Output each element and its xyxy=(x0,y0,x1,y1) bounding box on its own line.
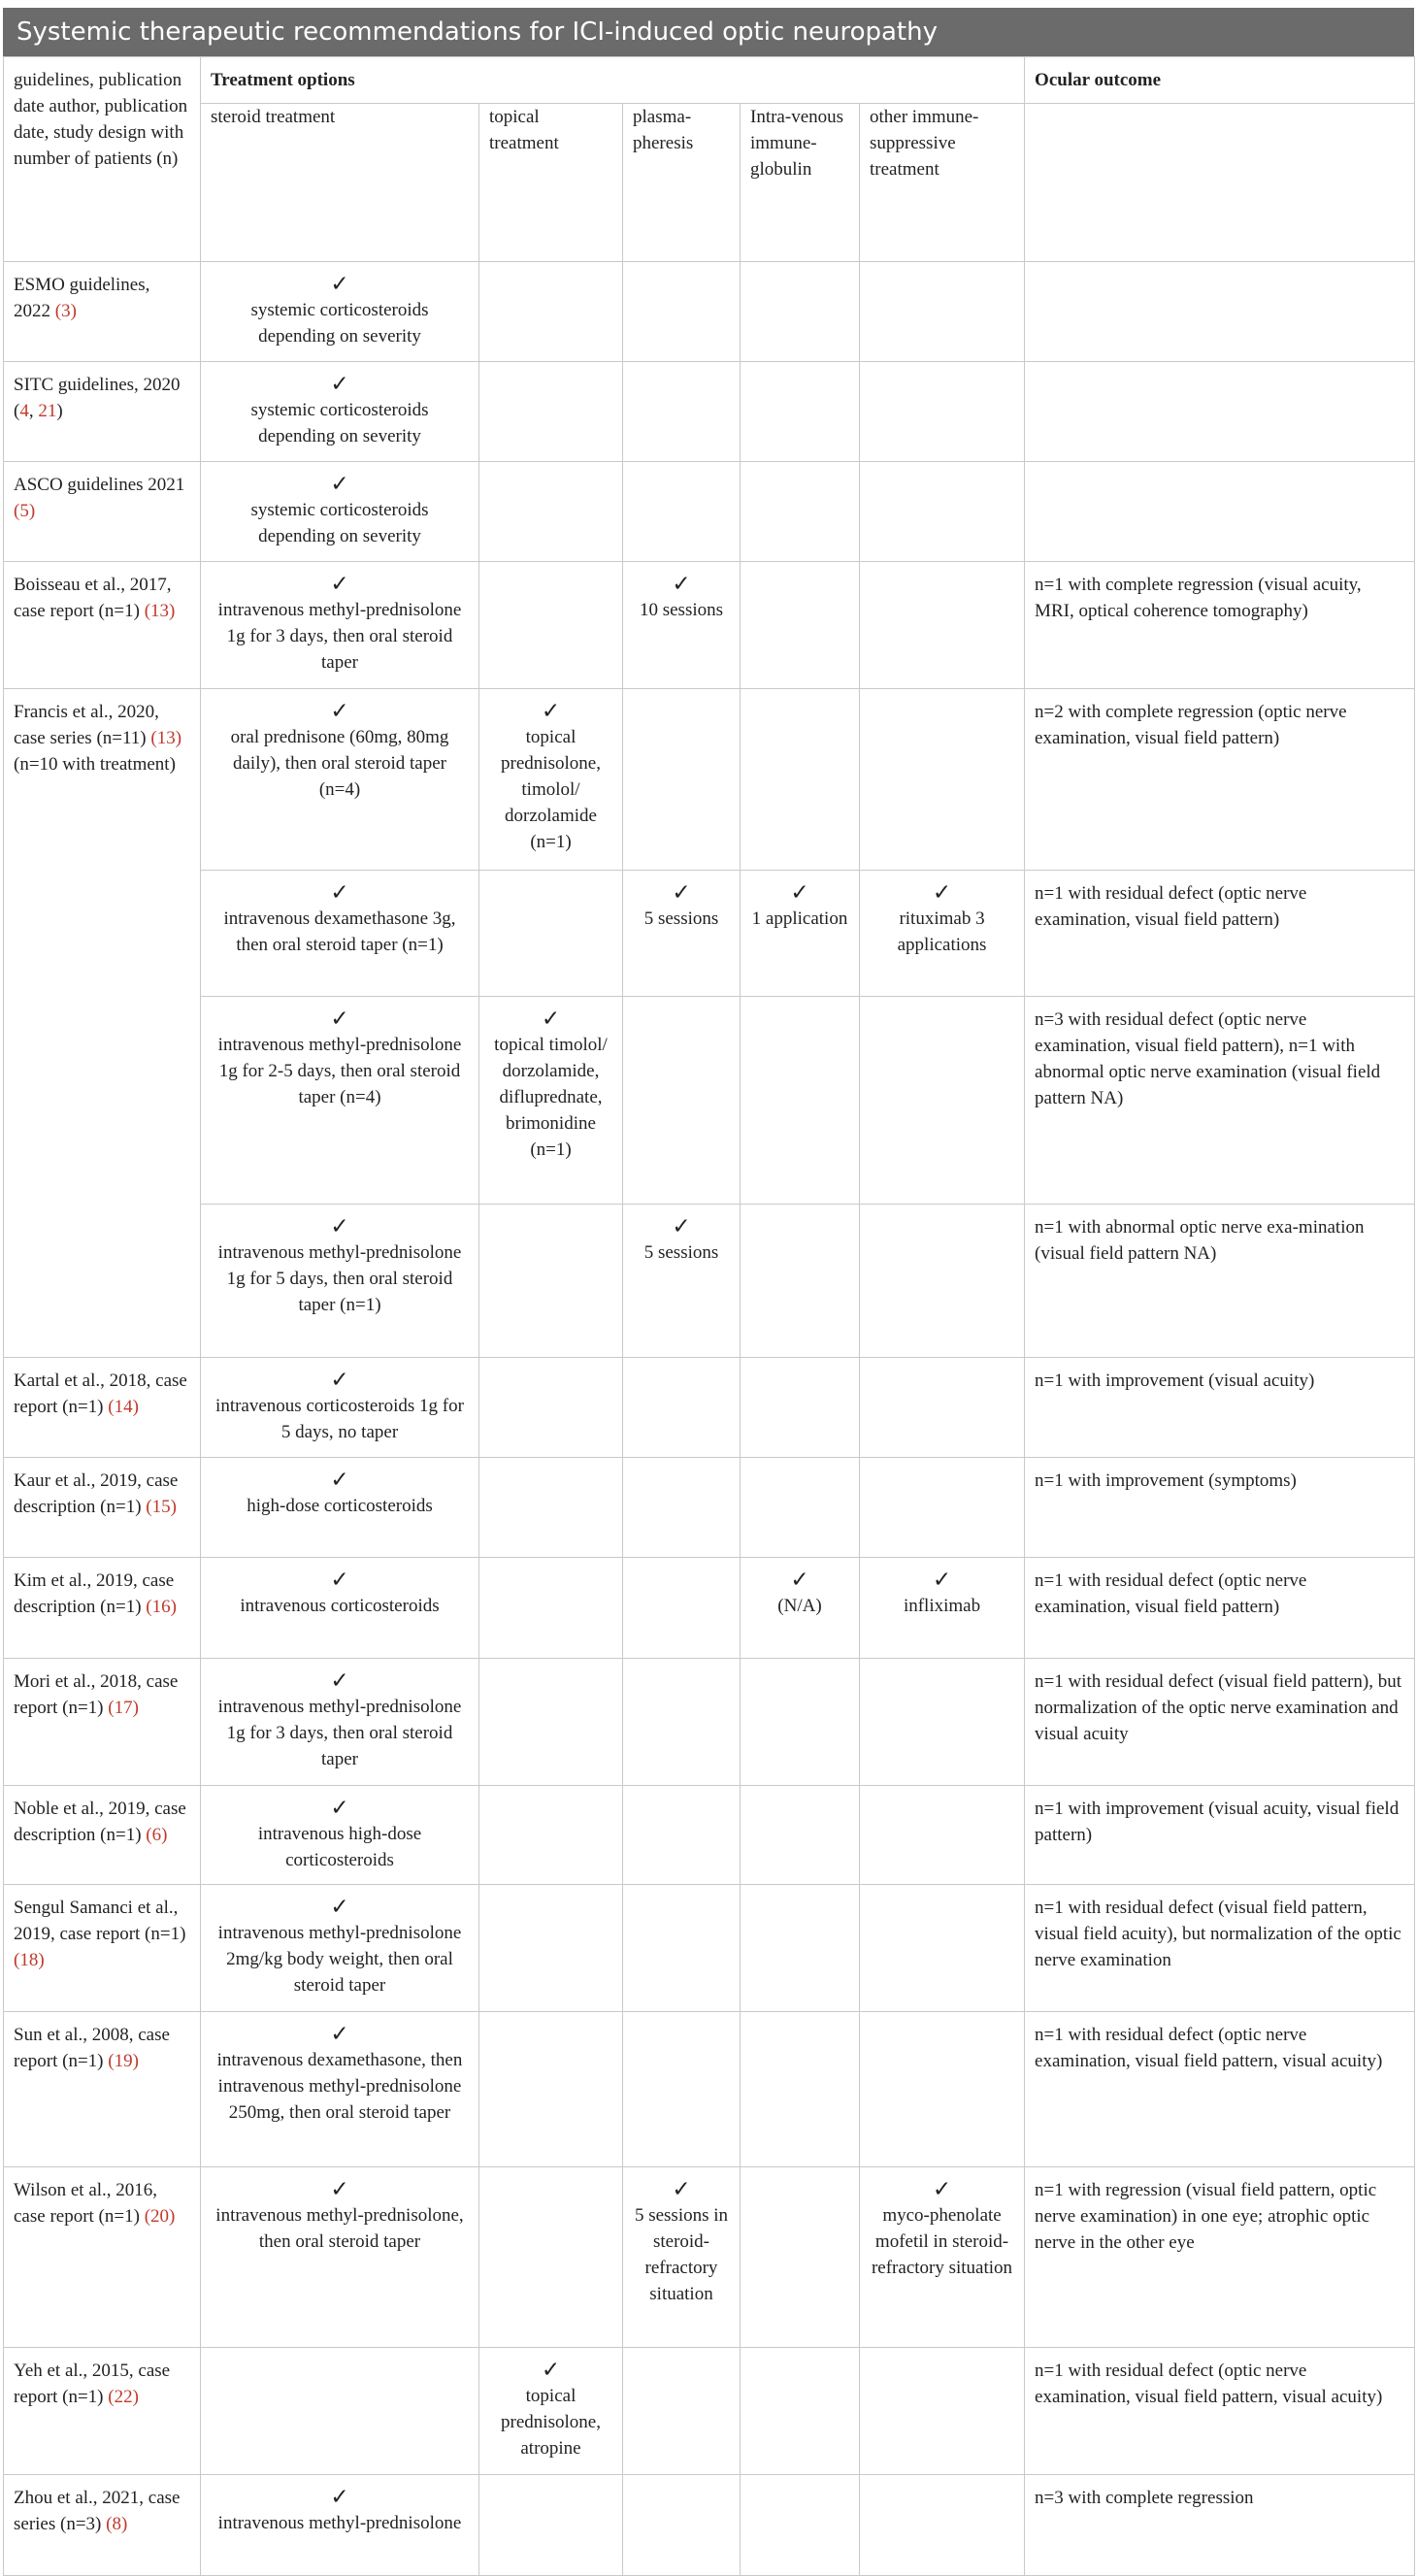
empty-cell xyxy=(1025,462,1415,562)
cell-text: , xyxy=(28,401,39,421)
cell-text: n=1 with residual defect (optic nerve examination, visual field pattern, visual acuity) xyxy=(1035,2025,1383,2071)
empty-cell xyxy=(860,262,1025,362)
cell-text: intravenous corticosteroids 1g for 5 days, no taper xyxy=(215,1396,464,1442)
empty-cell xyxy=(741,1885,860,2012)
cell-text: Kim et al., 2019, case description (n=1) xyxy=(14,1570,175,1617)
cell-text: intravenous dexamethasone 3g, then oral steroid taper (n=1) xyxy=(223,908,456,955)
cell-text: intravenous high-dose corticosteroids xyxy=(257,1824,422,1870)
cell-text: other immune-suppressive treatment xyxy=(870,107,979,180)
recommendations-table xyxy=(3,56,1415,2576)
cell-text: (14) xyxy=(108,1397,139,1417)
steroid-cell xyxy=(201,1786,479,1885)
cell-text: intravenous methyl-prednisolone xyxy=(217,2513,462,2533)
empty-cell xyxy=(479,1358,623,1458)
cell-text: (17) xyxy=(108,1698,139,1718)
study-cell xyxy=(4,1558,201,1659)
check-icon: ✓ xyxy=(330,1895,349,1920)
check-icon: ✓ xyxy=(330,1796,349,1821)
other-immunosuppressive-cell xyxy=(860,2167,1025,2348)
outcome-cell xyxy=(1025,997,1415,1205)
empty-cell xyxy=(860,997,1025,1205)
empty-cell xyxy=(741,2012,860,2167)
cell-text: topical timolol/ dorzolamide, difluprednate, brimonidine (n=1) xyxy=(494,1035,608,1160)
steroid-cell xyxy=(201,2012,479,2167)
study-cell xyxy=(4,1659,201,1786)
cell-text: infliximab xyxy=(903,1596,981,1616)
cell-text: systemic corticosteroids depending on severity xyxy=(250,500,429,546)
empty-cell xyxy=(741,1205,860,1358)
treatment-options-header xyxy=(201,57,1025,104)
cell-text: Noble et al., 2019, case description (n=1) xyxy=(14,1799,186,1845)
table-row xyxy=(4,871,1415,997)
table-row xyxy=(4,1659,1415,1786)
empty-cell xyxy=(741,2348,860,2475)
empty-cell xyxy=(623,1786,741,1885)
empty-cell xyxy=(860,1358,1025,1458)
table-row xyxy=(4,262,1415,362)
check-icon: ✓ xyxy=(330,2177,349,2202)
ivig-cell xyxy=(741,1558,860,1659)
plasmapheresis-header xyxy=(623,104,741,262)
study-cell xyxy=(4,689,201,1358)
study-cell xyxy=(4,2167,201,2348)
empty-cell xyxy=(623,262,741,362)
empty-cell xyxy=(623,689,741,871)
table-row xyxy=(4,997,1415,1205)
cell-text: n=1 with abnormal optic nerve exa-mination (visual field pattern NA) xyxy=(1035,1217,1365,1264)
cell-text: rituximab 3 applications xyxy=(897,908,987,955)
table-title xyxy=(3,8,1414,56)
cell-text: intravenous methyl-prednisolone 1g for 5 days, then oral steroid taper (n=1) xyxy=(217,1242,462,1315)
plasmapheresis-cell xyxy=(623,562,741,689)
cell-text: n=3 with residual defect (optic nerve examination, visual field pattern), n=1 with abnormal optic nerve examination (visual field pattern NA) xyxy=(1035,1009,1381,1108)
outcome-header-blank xyxy=(1025,104,1415,262)
cell-text: Intra-venous immune-globulin xyxy=(750,107,844,180)
check-icon: ✓ xyxy=(541,1007,561,1032)
cell-text: n=1 with complete regression (visual acuity, MRI, optical coherence tomography) xyxy=(1035,575,1362,621)
table-row xyxy=(4,1786,1415,1885)
cell-text: (8) xyxy=(106,2514,128,2534)
topical-treatment-header xyxy=(479,104,623,262)
check-icon: ✓ xyxy=(330,699,349,724)
outcome-cell xyxy=(1025,1558,1415,1659)
check-icon: ✓ xyxy=(330,1468,349,1493)
outcome-cell xyxy=(1025,1458,1415,1558)
steroid-cell xyxy=(201,2475,479,2576)
cell-text: intravenous methyl-prednisolone, then oral steroid taper xyxy=(215,2205,464,2252)
cell-text: Kartal et al., 2018, case report (n=1) xyxy=(14,1371,187,1417)
plasmapheresis-cell xyxy=(623,2167,741,2348)
check-icon: ✓ xyxy=(330,1007,349,1032)
cell-text: 1 application xyxy=(751,908,848,929)
check-icon: ✓ xyxy=(330,2485,349,2510)
check-icon: ✓ xyxy=(330,1668,349,1694)
empty-cell xyxy=(860,1786,1025,1885)
cell-text: Francis et al., 2020, case series (n=11) xyxy=(14,702,159,748)
check-icon: ✓ xyxy=(330,1568,349,1593)
cell-text: topical treatment xyxy=(489,107,559,153)
empty-cell xyxy=(623,1659,741,1786)
study-cell xyxy=(4,1786,201,1885)
cell-text: Sengul Samanci et al., 2019, case report (n=1) xyxy=(14,1898,186,1944)
cell-text: ASCO guidelines 2021 xyxy=(14,475,185,495)
outcome-cell xyxy=(1025,2475,1415,2576)
empty-cell xyxy=(741,1458,860,1558)
steroid-cell xyxy=(201,1659,479,1786)
empty-cell xyxy=(860,689,1025,871)
empty-cell xyxy=(860,362,1025,462)
table-row xyxy=(4,1358,1415,1458)
empty-cell xyxy=(741,2167,860,2348)
check-icon: ✓ xyxy=(932,2177,952,2202)
subheader-row xyxy=(4,104,1415,262)
check-icon: ✓ xyxy=(672,880,691,906)
cell-text: (N/A) xyxy=(777,1596,822,1616)
empty-cell xyxy=(623,2475,741,2576)
steroid-cell xyxy=(201,1358,479,1458)
cell-text: intravenous methyl-prednisolone 1g for 3 days, then oral steroid taper xyxy=(217,1697,462,1769)
study-cell xyxy=(4,562,201,689)
empty-cell xyxy=(479,2012,623,2167)
empty-cell xyxy=(623,362,741,462)
header-row xyxy=(4,57,1415,104)
plasmapheresis-cell xyxy=(623,1205,741,1358)
other-immunosuppressive-cell xyxy=(860,1558,1025,1659)
cell-text: n=1 with residual defect (optic nerve examination, visual field pattern, visual acuity) xyxy=(1035,2361,1383,2407)
cell-text: (16) xyxy=(146,1597,177,1617)
table-row xyxy=(4,2348,1415,2475)
cell-text: n=1 with residual defect (optic nerve examination, visual field pattern) xyxy=(1035,1570,1307,1617)
cell-text: (5) xyxy=(14,501,36,521)
cell-text: 5 sessions in steroid-refractory situation xyxy=(634,2205,729,2304)
ocular-outcome-header xyxy=(1025,57,1415,104)
empty-cell xyxy=(479,1659,623,1786)
check-icon: ✓ xyxy=(790,1568,809,1593)
cell-text: intravenous corticosteroids xyxy=(240,1596,440,1616)
cell-text: 5 sessions xyxy=(643,908,719,929)
cell-text: n=3 with complete regression xyxy=(1035,2488,1254,2508)
cell-text: n=1 with regression (visual field pattern, optic nerve examination) in one eye; atrophic optic nerve in the other eye xyxy=(1035,2180,1377,2253)
outcome-cell xyxy=(1025,562,1415,689)
check-icon: ✓ xyxy=(330,2022,349,2047)
study-cell xyxy=(4,1458,201,1558)
empty-cell xyxy=(860,1458,1025,1558)
empty-cell xyxy=(1025,262,1415,362)
cell-text: (3) xyxy=(54,301,77,321)
empty-cell xyxy=(741,462,860,562)
check-icon: ✓ xyxy=(541,699,561,724)
outcome-cell xyxy=(1025,1358,1415,1458)
ivig-cell xyxy=(741,871,860,997)
cell-text: (22) xyxy=(108,2387,139,2407)
check-icon: ✓ xyxy=(330,472,349,497)
table-row xyxy=(4,1558,1415,1659)
check-icon: ✓ xyxy=(330,272,349,297)
cell-text: (20) xyxy=(144,2206,176,2227)
empty-cell xyxy=(623,2012,741,2167)
steroid-cell xyxy=(201,562,479,689)
cell-text: Zhou et al., 2021, case series (n=3) xyxy=(14,2488,181,2534)
table-row xyxy=(4,689,1415,871)
check-icon: ✓ xyxy=(330,880,349,906)
outcome-cell xyxy=(1025,2167,1415,2348)
cell-text: (n=10 with treatment) xyxy=(14,754,176,775)
cell-text: (6) xyxy=(146,1825,168,1845)
cell-text: SITC guidelines, 2020 ( xyxy=(14,375,181,421)
cell-text: Kaur et al., 2019, case description (n=1) xyxy=(14,1470,179,1517)
steroid-cell xyxy=(201,1885,479,2012)
cell-text: n=2 with complete regression (optic nerve examination, visual field pattern) xyxy=(1035,702,1347,748)
cell-text: 4 xyxy=(19,401,29,421)
steroid-cell xyxy=(201,362,479,462)
check-icon: ✓ xyxy=(790,880,809,906)
empty-cell xyxy=(623,997,741,1205)
empty-cell xyxy=(860,462,1025,562)
empty-cell xyxy=(741,362,860,462)
cell-text: n=1 with residual defect (optic nerve examination, visual field pattern) xyxy=(1035,883,1307,930)
cell-text: Yeh et al., 2015, case report (n=1) xyxy=(14,2361,171,2407)
table-row xyxy=(4,2167,1415,2348)
cell-text: Boisseau et al., 2017, case report (n=1) xyxy=(14,575,172,621)
empty-cell xyxy=(479,462,623,562)
steroid-cell xyxy=(201,2167,479,2348)
outcome-cell xyxy=(1025,871,1415,997)
topical-cell xyxy=(479,689,623,871)
empty-cell xyxy=(479,362,623,462)
steroid-cell xyxy=(201,689,479,871)
cell-text: n=1 with improvement (symptoms) xyxy=(1035,1470,1297,1491)
outcome-cell xyxy=(1025,2012,1415,2167)
study-cell xyxy=(4,462,201,562)
check-icon: ✓ xyxy=(330,1368,349,1393)
cell-text: Wilson et al., 2016, case report (n=1) xyxy=(14,2180,158,2227)
cell-text: Sun et al., 2008, case report (n=1) xyxy=(14,2025,170,2071)
study-cell xyxy=(4,362,201,462)
cell-text: intravenous methyl-prednisolone 2mg/kg body weight, then oral steroid taper xyxy=(217,1923,462,1996)
cell-text: intravenous methyl-prednisolone 1g for 2-5 days, then oral steroid taper (n=4) xyxy=(217,1035,462,1107)
cell-text: n=1 with residual defect (visual field pattern), but normalization of the optic nerve examination and visual acuity xyxy=(1035,1671,1401,1744)
steroid-cell xyxy=(201,1458,479,1558)
empty-cell xyxy=(623,462,741,562)
cell-text: systemic corticosteroids depending on severity xyxy=(250,300,429,347)
table-row xyxy=(4,362,1415,462)
cell-text: systemic corticosteroids depending on severity xyxy=(250,400,429,446)
cell-text: topical prednisolone, timolol/ dorzolamide (n=1) xyxy=(501,727,601,852)
cell-text: 5 sessions xyxy=(643,1242,719,1263)
check-icon: ✓ xyxy=(330,1214,349,1239)
outcome-cell xyxy=(1025,1659,1415,1786)
other-immunosuppressive-header xyxy=(860,104,1025,262)
empty-cell xyxy=(860,1885,1025,2012)
outcome-cell xyxy=(1025,689,1415,871)
outcome-cell xyxy=(1025,1885,1415,2012)
cell-text: ) xyxy=(56,401,63,421)
study-cell xyxy=(4,2475,201,2576)
empty-cell xyxy=(741,562,860,689)
steroid-cell xyxy=(201,1558,479,1659)
outcome-cell xyxy=(1025,1786,1415,1885)
cell-text: plasma-pheresis xyxy=(633,107,694,153)
empty-cell xyxy=(479,262,623,362)
cell-text: 21 xyxy=(38,401,57,421)
empty-cell xyxy=(479,1558,623,1659)
cell-text: Mori et al., 2018, case report (n=1) xyxy=(14,1671,179,1718)
check-icon: ✓ xyxy=(672,1214,691,1239)
steroid-cell xyxy=(201,997,479,1205)
cell-text: n=1 with improvement (visual acuity, visual field pattern) xyxy=(1035,1799,1400,1845)
steroid-cell xyxy=(201,1205,479,1358)
study-cell xyxy=(4,262,201,362)
empty-cell xyxy=(479,562,623,689)
empty-cell xyxy=(741,1358,860,1458)
steroid-cell xyxy=(201,871,479,997)
empty-cell xyxy=(479,1786,623,1885)
cell-text: (13) xyxy=(150,728,182,748)
table-row xyxy=(4,2012,1415,2167)
table-row xyxy=(4,562,1415,689)
check-icon: ✓ xyxy=(672,572,691,597)
steroid-cell xyxy=(201,462,479,562)
steroid-cell xyxy=(201,262,479,362)
cell-text: myco-phenolate mofetil in steroid-refractory situation xyxy=(871,2205,1013,2278)
study-cell xyxy=(4,1358,201,1458)
empty-cell xyxy=(479,1885,623,2012)
empty-cell xyxy=(860,562,1025,689)
outcome-cell xyxy=(1025,2348,1415,2475)
cell-text: (19) xyxy=(108,2051,139,2071)
empty-cell xyxy=(479,871,623,997)
check-icon: ✓ xyxy=(541,2358,561,2383)
empty-cell xyxy=(479,1458,623,1558)
cell-text: ESMO guidelines, 2022 xyxy=(14,275,150,321)
empty-cell xyxy=(623,1458,741,1558)
check-icon: ✓ xyxy=(932,1568,952,1593)
table-title-text: Systemic therapeutic recommendations for ICI-induced optic neuropathy xyxy=(16,17,938,47)
cell-text: guidelines, publication date author, publication date, study design with number of patients (n) xyxy=(14,70,188,169)
cell-text: Ocular outcome xyxy=(1035,70,1162,90)
study-cell xyxy=(4,1885,201,2012)
empty-cell xyxy=(623,1885,741,2012)
table-row xyxy=(4,2475,1415,2576)
check-icon: ✓ xyxy=(330,572,349,597)
cell-text: oral prednisone (60mg, 80mg daily), then oral steroid taper (n=4) xyxy=(230,727,449,800)
empty-cell xyxy=(479,1205,623,1358)
empty-cell xyxy=(741,262,860,362)
check-icon: ✓ xyxy=(330,372,349,397)
cell-text: steroid treatment xyxy=(211,107,336,127)
topical-cell xyxy=(479,2348,623,2475)
study-cell xyxy=(4,2012,201,2167)
empty-cell xyxy=(623,2348,741,2475)
table-row xyxy=(4,1458,1415,1558)
cell-text: n=1 with residual defect (visual field pattern, visual field acuity), but normalization of the optic nerve examination xyxy=(1035,1898,1401,1970)
empty-cell xyxy=(741,689,860,871)
cell-text: (13) xyxy=(144,601,176,621)
cell-text: intravenous dexamethasone, then intravenous methyl-prednisolone 250mg, then oral steroid taper xyxy=(216,2050,463,2123)
cell-text: high-dose corticosteroids xyxy=(247,1496,433,1516)
empty-cell xyxy=(860,2012,1025,2167)
cell-text: Treatment options xyxy=(211,70,355,90)
other-immunosuppressive-cell xyxy=(860,871,1025,997)
check-icon: ✓ xyxy=(672,2177,691,2202)
empty-cell xyxy=(860,2475,1025,2576)
cell-text: (18) xyxy=(14,1950,45,1970)
plasmapheresis-cell xyxy=(623,871,741,997)
outcome-cell xyxy=(1025,1205,1415,1358)
cell-text: topical prednisolone, atropine xyxy=(501,2386,601,2459)
table-row xyxy=(4,1205,1415,1358)
empty-cell xyxy=(201,2348,479,2475)
cell-text: intravenous methyl-prednisolone 1g for 3 days, then oral steroid taper xyxy=(217,600,462,673)
empty-cell xyxy=(623,1358,741,1458)
check-icon: ✓ xyxy=(932,880,952,906)
study-cell xyxy=(4,2348,201,2475)
ivig-header xyxy=(741,104,860,262)
empty-cell xyxy=(860,2348,1025,2475)
empty-cell xyxy=(741,1786,860,1885)
steroid-treatment-header xyxy=(201,104,479,262)
empty-cell xyxy=(741,1659,860,1786)
study-column-header xyxy=(4,57,201,262)
empty-cell xyxy=(479,2167,623,2348)
topical-cell xyxy=(479,997,623,1205)
cell-text: (15) xyxy=(146,1497,177,1517)
cell-text: 10 sessions xyxy=(639,600,724,620)
empty-cell xyxy=(1025,362,1415,462)
cell-text: n=1 with improvement (visual acuity) xyxy=(1035,1371,1315,1391)
empty-cell xyxy=(623,1558,741,1659)
empty-cell xyxy=(479,2475,623,2576)
empty-cell xyxy=(741,2475,860,2576)
empty-cell xyxy=(860,1659,1025,1786)
table-row xyxy=(4,1885,1415,2012)
table-row xyxy=(4,462,1415,562)
empty-cell xyxy=(741,997,860,1205)
empty-cell xyxy=(860,1205,1025,1358)
